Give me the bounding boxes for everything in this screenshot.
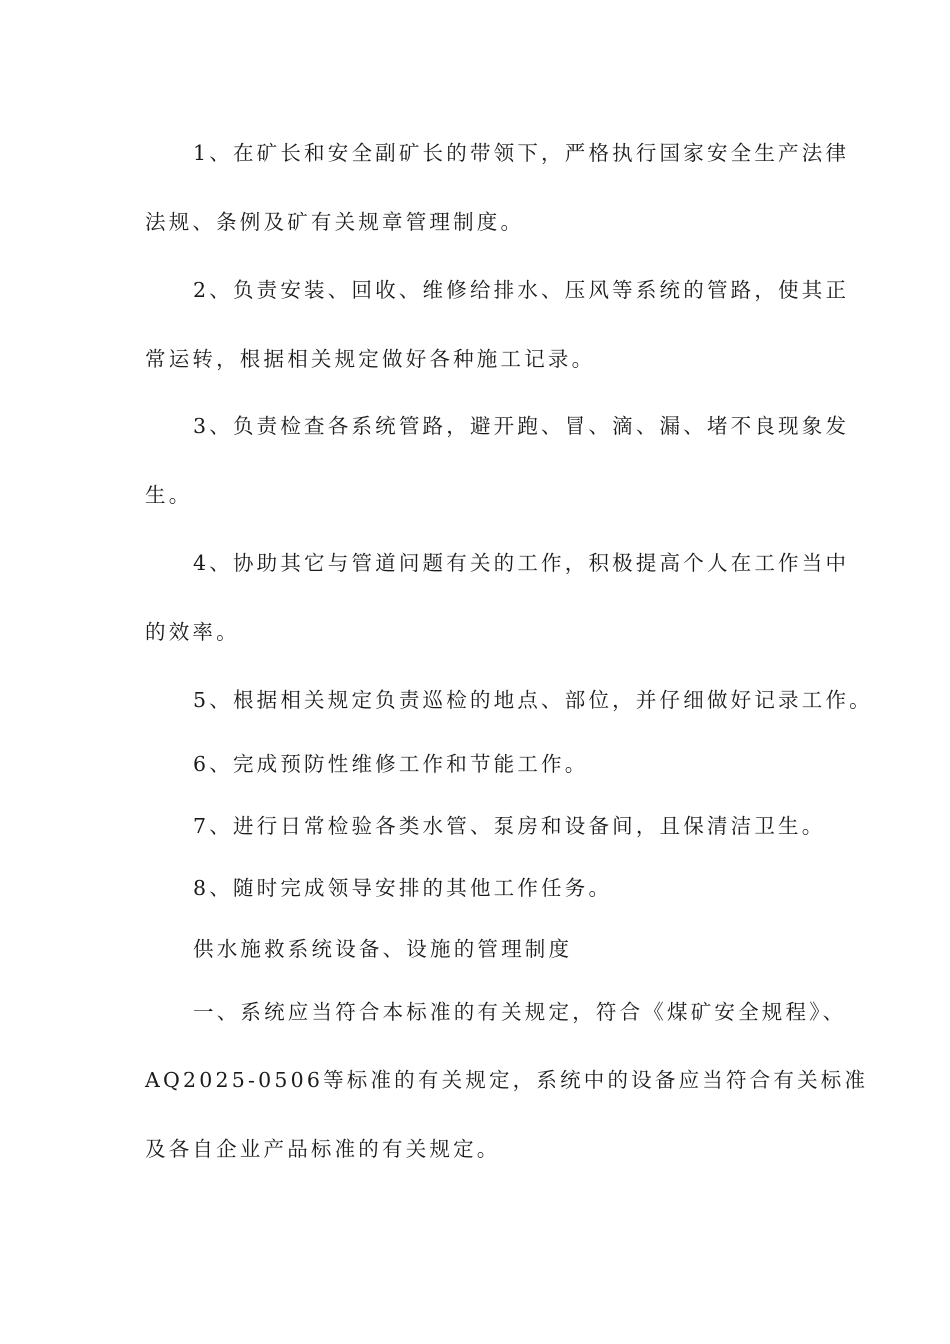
paragraph-1-line-1: 1、在矿长和安全副矿长的带领下，严格执行国家安全生产法律 <box>193 141 850 165</box>
paragraph-3-line-1: 3、负责检查各系统管路，避开跑、冒、滴、漏、堵不良现象发 <box>193 414 850 438</box>
paragraph-1-line-2: 法规、条例及矿有关规章管理制度。 <box>145 210 525 234</box>
paragraph-2-line-2: 常运转，根据相关规定做好各种施工记录。 <box>145 347 596 371</box>
paragraph-5-line-1: 5、根据相关规定负责巡检的地点、部位，并仔细做好记录工作。 <box>193 688 873 712</box>
paragraph-4-line-1: 4、协助其它与管道问题有关的工作，积极提高个人在工作当中 <box>193 551 850 575</box>
paragraph-8-line-1: 8、随时完成领导安排的其他工作任务。 <box>193 876 613 900</box>
paragraph-10-line-3: 及各自企业产品标准的有关规定。 <box>145 1137 501 1161</box>
paragraph-6-line-1: 6、完成预防性维修工作和节能工作。 <box>193 752 589 776</box>
section-heading: 供水施救系统设备、设施的管理制度 <box>193 937 573 961</box>
paragraph-2-line-1: 2、负责安装、回收、维修给排水、压风等系统的管路，使其正 <box>193 278 850 302</box>
paragraph-3-line-2: 生。 <box>145 483 193 507</box>
paragraph-10-line-2: AQ2025-0506等标准的有关规定，系统中的设备应当符合有关标准 <box>145 1068 869 1092</box>
paragraph-7-line-1: 7、进行日常检验各类水管、泵房和设备间，且保清洁卫生。 <box>193 814 826 838</box>
paragraph-10-line-1: 一、系统应当符合本标准的有关规定，符合《煤矿安全规程》、 <box>193 1000 847 1024</box>
paragraph-4-line-2: 的效率。 <box>145 620 240 644</box>
